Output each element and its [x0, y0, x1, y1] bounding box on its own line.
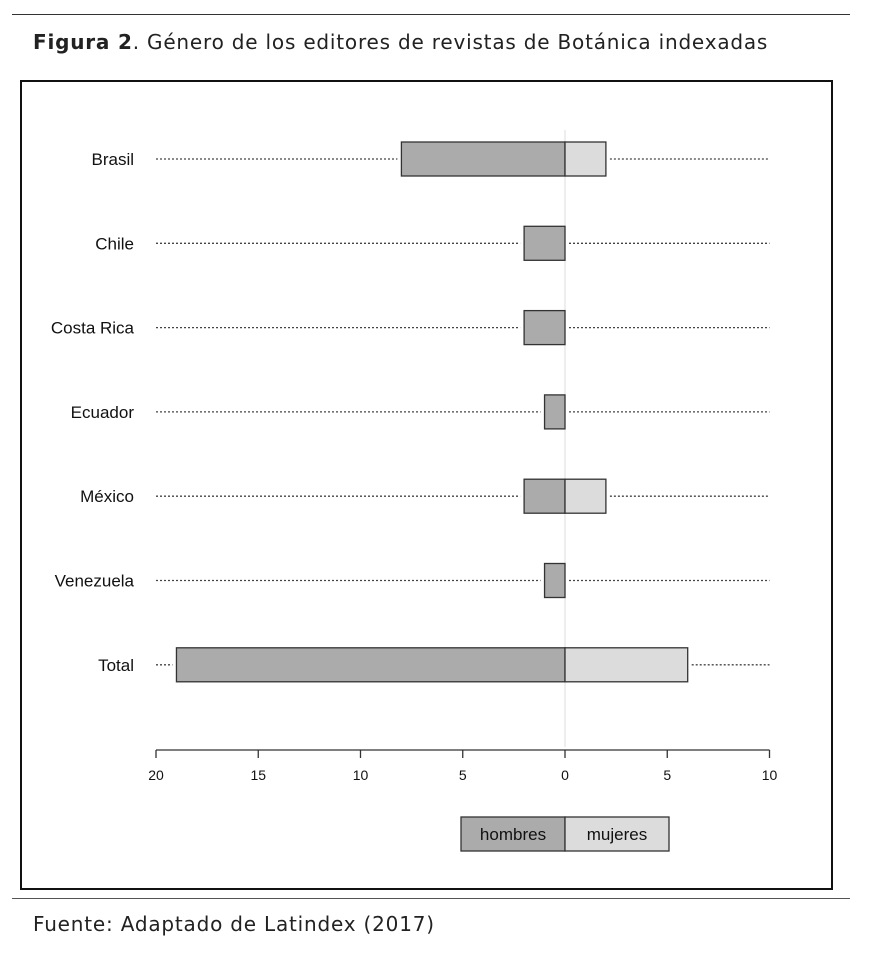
x-tick-label: 5: [663, 767, 672, 783]
bar-mujeres: [565, 142, 606, 176]
bar-mujeres: [565, 479, 606, 513]
figure-caption-text: . Género de los editores de revistas de Botánica indexadas: [132, 30, 769, 54]
category-label: México: [80, 487, 134, 507]
figure-label: Figura 2: [33, 30, 133, 54]
bar-hombres: [545, 564, 565, 598]
bar-hombres: [524, 226, 565, 260]
bar-hombres: [401, 142, 565, 176]
x-tick-label: 10: [352, 767, 369, 783]
x-tick-label: 0: [561, 767, 569, 783]
category-label: Costa Rica: [50, 318, 134, 338]
top-rule: [12, 14, 850, 15]
category-label: Ecuador: [70, 402, 134, 422]
category-label: Chile: [95, 234, 134, 254]
x-tick-label: 10: [761, 767, 778, 783]
bar-hombres: [545, 395, 565, 429]
chart: [22, 82, 831, 888]
bar-mujeres: [565, 648, 688, 682]
bottom-rule: [12, 898, 850, 899]
legend-label-mujeres: mujeres: [586, 825, 648, 844]
x-tick-label: 15: [250, 767, 267, 783]
category-label: Total: [98, 655, 134, 675]
figure-caption: [33, 30, 768, 54]
x-tick-label: 5: [458, 767, 467, 783]
category-label: Venezuela: [54, 571, 134, 591]
bar-hombres: [176, 648, 565, 682]
bar-hombres: [524, 479, 565, 513]
figure-frame: [20, 80, 833, 890]
source-note: Fuente: Adaptado de Latindex (2017): [33, 912, 435, 936]
x-tick-label: 20: [148, 767, 164, 783]
bar-hombres: [524, 311, 565, 345]
legend-label-hombres: hombres: [479, 825, 547, 844]
category-label: Brasil: [91, 150, 134, 169]
